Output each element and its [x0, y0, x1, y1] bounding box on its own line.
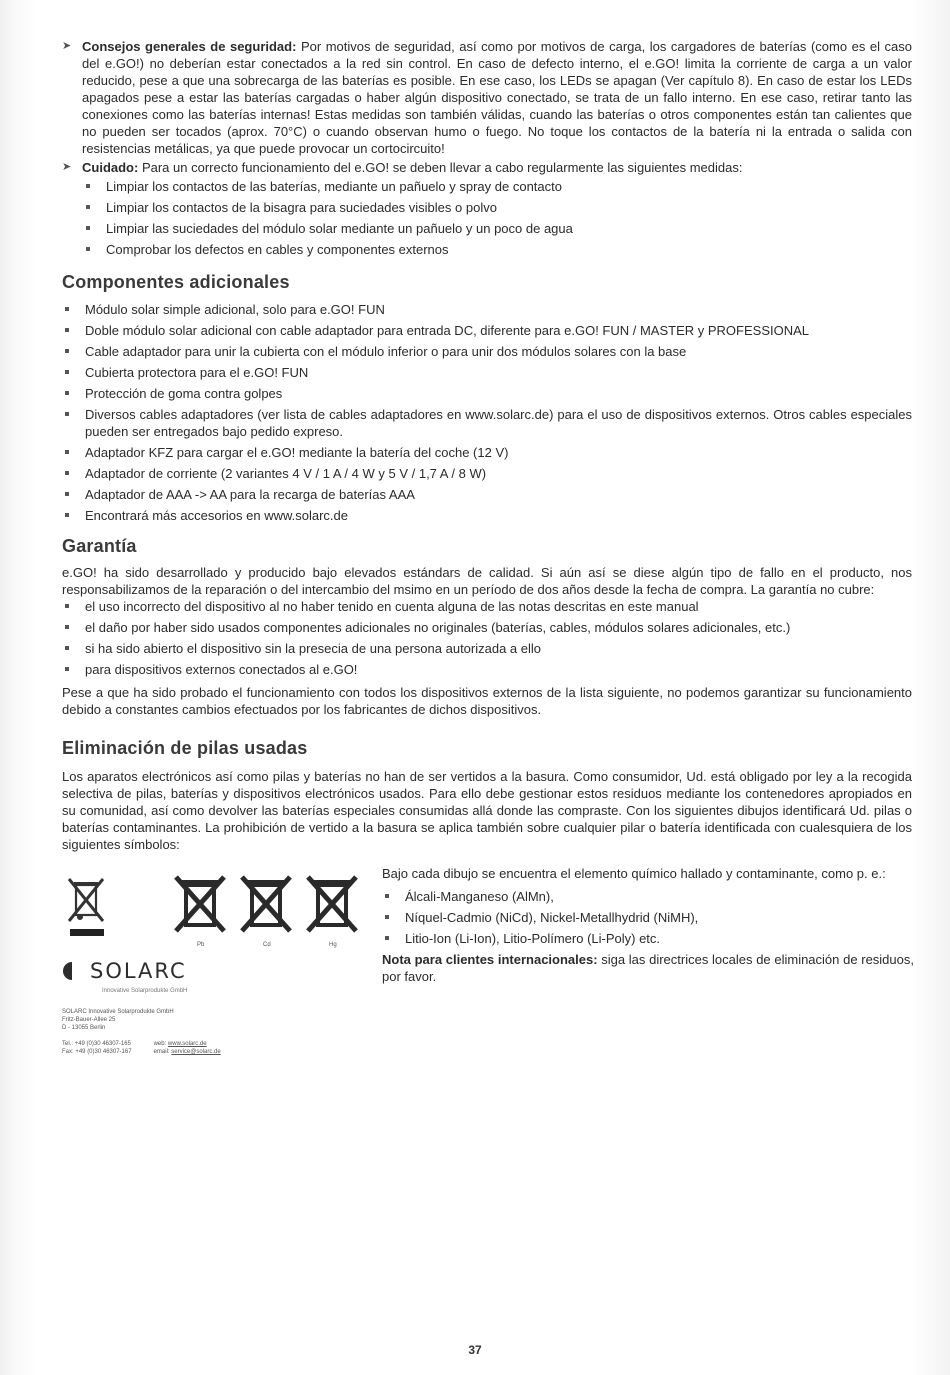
chemical-info [382, 865, 914, 985]
page-content [62, 38, 914, 1055]
list-item: si ha sido abierto el dispositivo sin la presecia de una persona autorizada a ello [62, 640, 912, 657]
list-item: Limpiar las suciedades del módulo solar mediante un pañuelo y un poco de agua [62, 220, 912, 237]
list-item: Cubierta protectora para el e.GO! FUN [62, 364, 912, 381]
fax-value: +49 (0)30 46307-167 [75, 1049, 132, 1055]
care-paragraph [62, 159, 912, 176]
logo-name: SOLARC [90, 958, 187, 983]
list-item: Comprobar los defectos en cables y componentes externos [62, 241, 912, 258]
company-contact [62, 1040, 362, 1056]
tel-value: +49 (0)30 46307-165 [74, 1041, 131, 1047]
safety-tips-paragraph [62, 38, 912, 157]
list-item: Adaptador de corriente (2 variantes 4 V / 1 A / 4 W y 5 V / 1,7 A / 8 W) [62, 465, 912, 482]
crossed-bin-pb-icon [174, 875, 228, 941]
arrow-bullet-icon: ➤ [62, 40, 72, 52]
list-item: Adaptador KFZ para cargar el e.GO! mediante la batería del coche (12 V) [62, 444, 912, 461]
eliminacion-text: Los aparatos electrónicos así como pilas y baterías no han de ser vertidos a la basura. Como consumidor, Ud. está obligado por ley a la recogida selectiva de pilas, baterías y dispositivos electrónicos usados. Para ello debe gestionar estos residuos mediante los contenedores apropiados en su comunidad, así como devolver las baterías especiales consumidas allá donde las compraste. Con los siguientes dibujos identificará Ud. pilas o baterías contaminantes. La prohibición de vertido a la basura se aplica también sobre cualquier pilar o batería identificada con cualesquiera de los siguientes símbolos: [62, 769, 912, 852]
company-address [62, 1008, 362, 1032]
web-link[interactable]: www.solarc.de [167, 1041, 207, 1047]
list-item: Cable adaptador para unir la cubierta con el módulo inferior o para unir dos módulos solares con la base [62, 343, 912, 360]
list-item: Álcali-Manganeso (AlMn), [382, 888, 914, 905]
section-title-componentes: Componentes adicionales [62, 272, 290, 292]
chemical-list [382, 888, 914, 947]
crossed-bin-hg-icon [306, 875, 360, 941]
nota-internacional [382, 951, 914, 985]
web-label: web: [153, 1041, 167, 1047]
list-item: Diversos cables adaptadores (ver lista de cables adaptadores en www.solarc.de) para el uso de dispositivos externos. Otros cables especiales pueden ser entregados bajo pedido expreso. [62, 406, 912, 440]
list-item: Limpiar los contactos de las baterías, mediante un pañuelo y spray de contacto [62, 178, 912, 195]
crossed-bin-cd-icon [240, 875, 294, 941]
section-title-garantia: Garantía [62, 536, 137, 556]
nota-label: Nota para clientes internacionales: [382, 952, 598, 967]
list-item: el uso incorrecto del dispositivo al no haber tenido en cuenta alguna de las notas descritas en este manual [62, 598, 912, 615]
solarc-logo [62, 958, 362, 983]
safety-tips-label: Consejos generales de seguridad: [82, 39, 297, 54]
chemical-intro: Bajo cada dibujo se encuentra el elemento químico hallado y contaminante, como p. e.: [382, 866, 886, 881]
list-item: Litio-Ion (Li-Ion), Litio-Polímero (Li-Poly) etc. [382, 930, 914, 947]
crossed-bin-icon [66, 875, 108, 939]
care-list [62, 178, 912, 258]
list-item: para dispositivos externos conectados al e.GO! [62, 661, 912, 678]
list-item: Níquel-Cadmio (NiCd), Nickel-Metallhydrid (NiMH), [382, 909, 914, 926]
nota-text: siga las directrices locales de eliminación de residuos, por favor. [382, 952, 914, 984]
company-street: Fritz-Bauer-Allee 25 [62, 1017, 116, 1023]
symbols-and-logo [62, 875, 362, 1056]
list-item: Limpiar los contactos de la bisagra para suciedades visibles o polvo [62, 199, 912, 216]
bin-label-cd: Cd [263, 942, 271, 948]
email-label: email: [153, 1049, 170, 1055]
garantia-intro: e.GO! ha sido desarrollado y producido bajo elevados estándars de calidad. Si aún así se diese algún tipo de fallo en el producto, nos responsabilizamos de la reparación o del intercambio del msimo en un período de dos años desde la fecha de compra. La garantía no cubre: [62, 565, 912, 597]
bin-label-hg: Hg [329, 942, 337, 948]
care-label: Cuidado: [82, 160, 139, 175]
list-item: Encontrará más accesorios en www.solarc.de [62, 507, 912, 524]
page-number: 37 [468, 1343, 482, 1357]
company-name: SOLARC Innovative Solarprodukte GmbH [62, 1009, 174, 1015]
garantia-list [62, 598, 912, 678]
arrow-bullet-icon: ➤ [62, 161, 72, 173]
list-item: Adaptador de AAA -> AA para la recarga de baterías AAA [62, 486, 912, 503]
garantia-outro: Pese a que ha sido probado el funcionamiento con todos los dispositivos externos de la lista siguiente, no podemos garantizar su funcionamiento debido a constantes cambios efectuados por los fabricantes de dichos dispositivos. [62, 685, 912, 717]
fax-label: Fax: [62, 1049, 74, 1055]
bin-label-pb: Pb [197, 942, 205, 948]
tel-label: Tel.: [62, 1041, 74, 1047]
company-city: D - 13055 Berlin [62, 1025, 106, 1031]
email-link[interactable]: service@solarc.de [171, 1049, 221, 1055]
list-item: Doble módulo solar adicional con cable adaptador para entrada DC, diferente para e.GO! FUN / MASTER y PROFESSIONAL [62, 322, 912, 339]
list-item: Protección de goma contra golpes [62, 385, 912, 402]
list-item: Módulo solar simple adicional, solo para e.GO! FUN [62, 301, 912, 318]
solarc-logo-mark-icon [62, 961, 82, 981]
componentes-list [62, 301, 912, 524]
logo-tagline: Innovative Solarprodukte GmbH [102, 988, 188, 994]
list-item: el daño por haber sido usados componentes adicionales no originales (baterías, cables, módulos solares adicionales, etc.) [62, 619, 912, 636]
section-title-eliminacion: Eliminación de pilas usadas [62, 738, 308, 758]
safety-tips-text: Por motivos de seguridad, así como por motivos de carga, los cargadores de baterías (como es el caso del e.GO!) no deberían estar conectados a la red sin control. En caso de defecto interno, el e.GO! limita la corriente de carga a un valor reducido, pese a que una sobrecarga de las baterías es posible. En ese caso, los LEDs se apagan (Ver capítulo 8). En caso de estar los LEDs apagados pese a estar las baterías cargadas o haber algún dispositivo conectado, se trata de un fallo interno. En ese caso, retirar tanto las conexiones como las baterías internas! Estas medidas son también válidas, cuando las baterías o otros componentes están tan calientes que no pueden ser tocados (aprox. 70°C) o cuando observan humo o fuego. No toque los contactos de la batería ni la entrada o salida con resistencias metálicas, ya que puede provocar un cortocircuito! [82, 39, 912, 156]
disposal-symbols [62, 875, 362, 949]
eliminacion-bottom [62, 865, 914, 1055]
care-text: Para un correcto funcionamiento del e.GO! se deben llevar a cabo regularmente las siguientes medidas: [141, 160, 743, 175]
